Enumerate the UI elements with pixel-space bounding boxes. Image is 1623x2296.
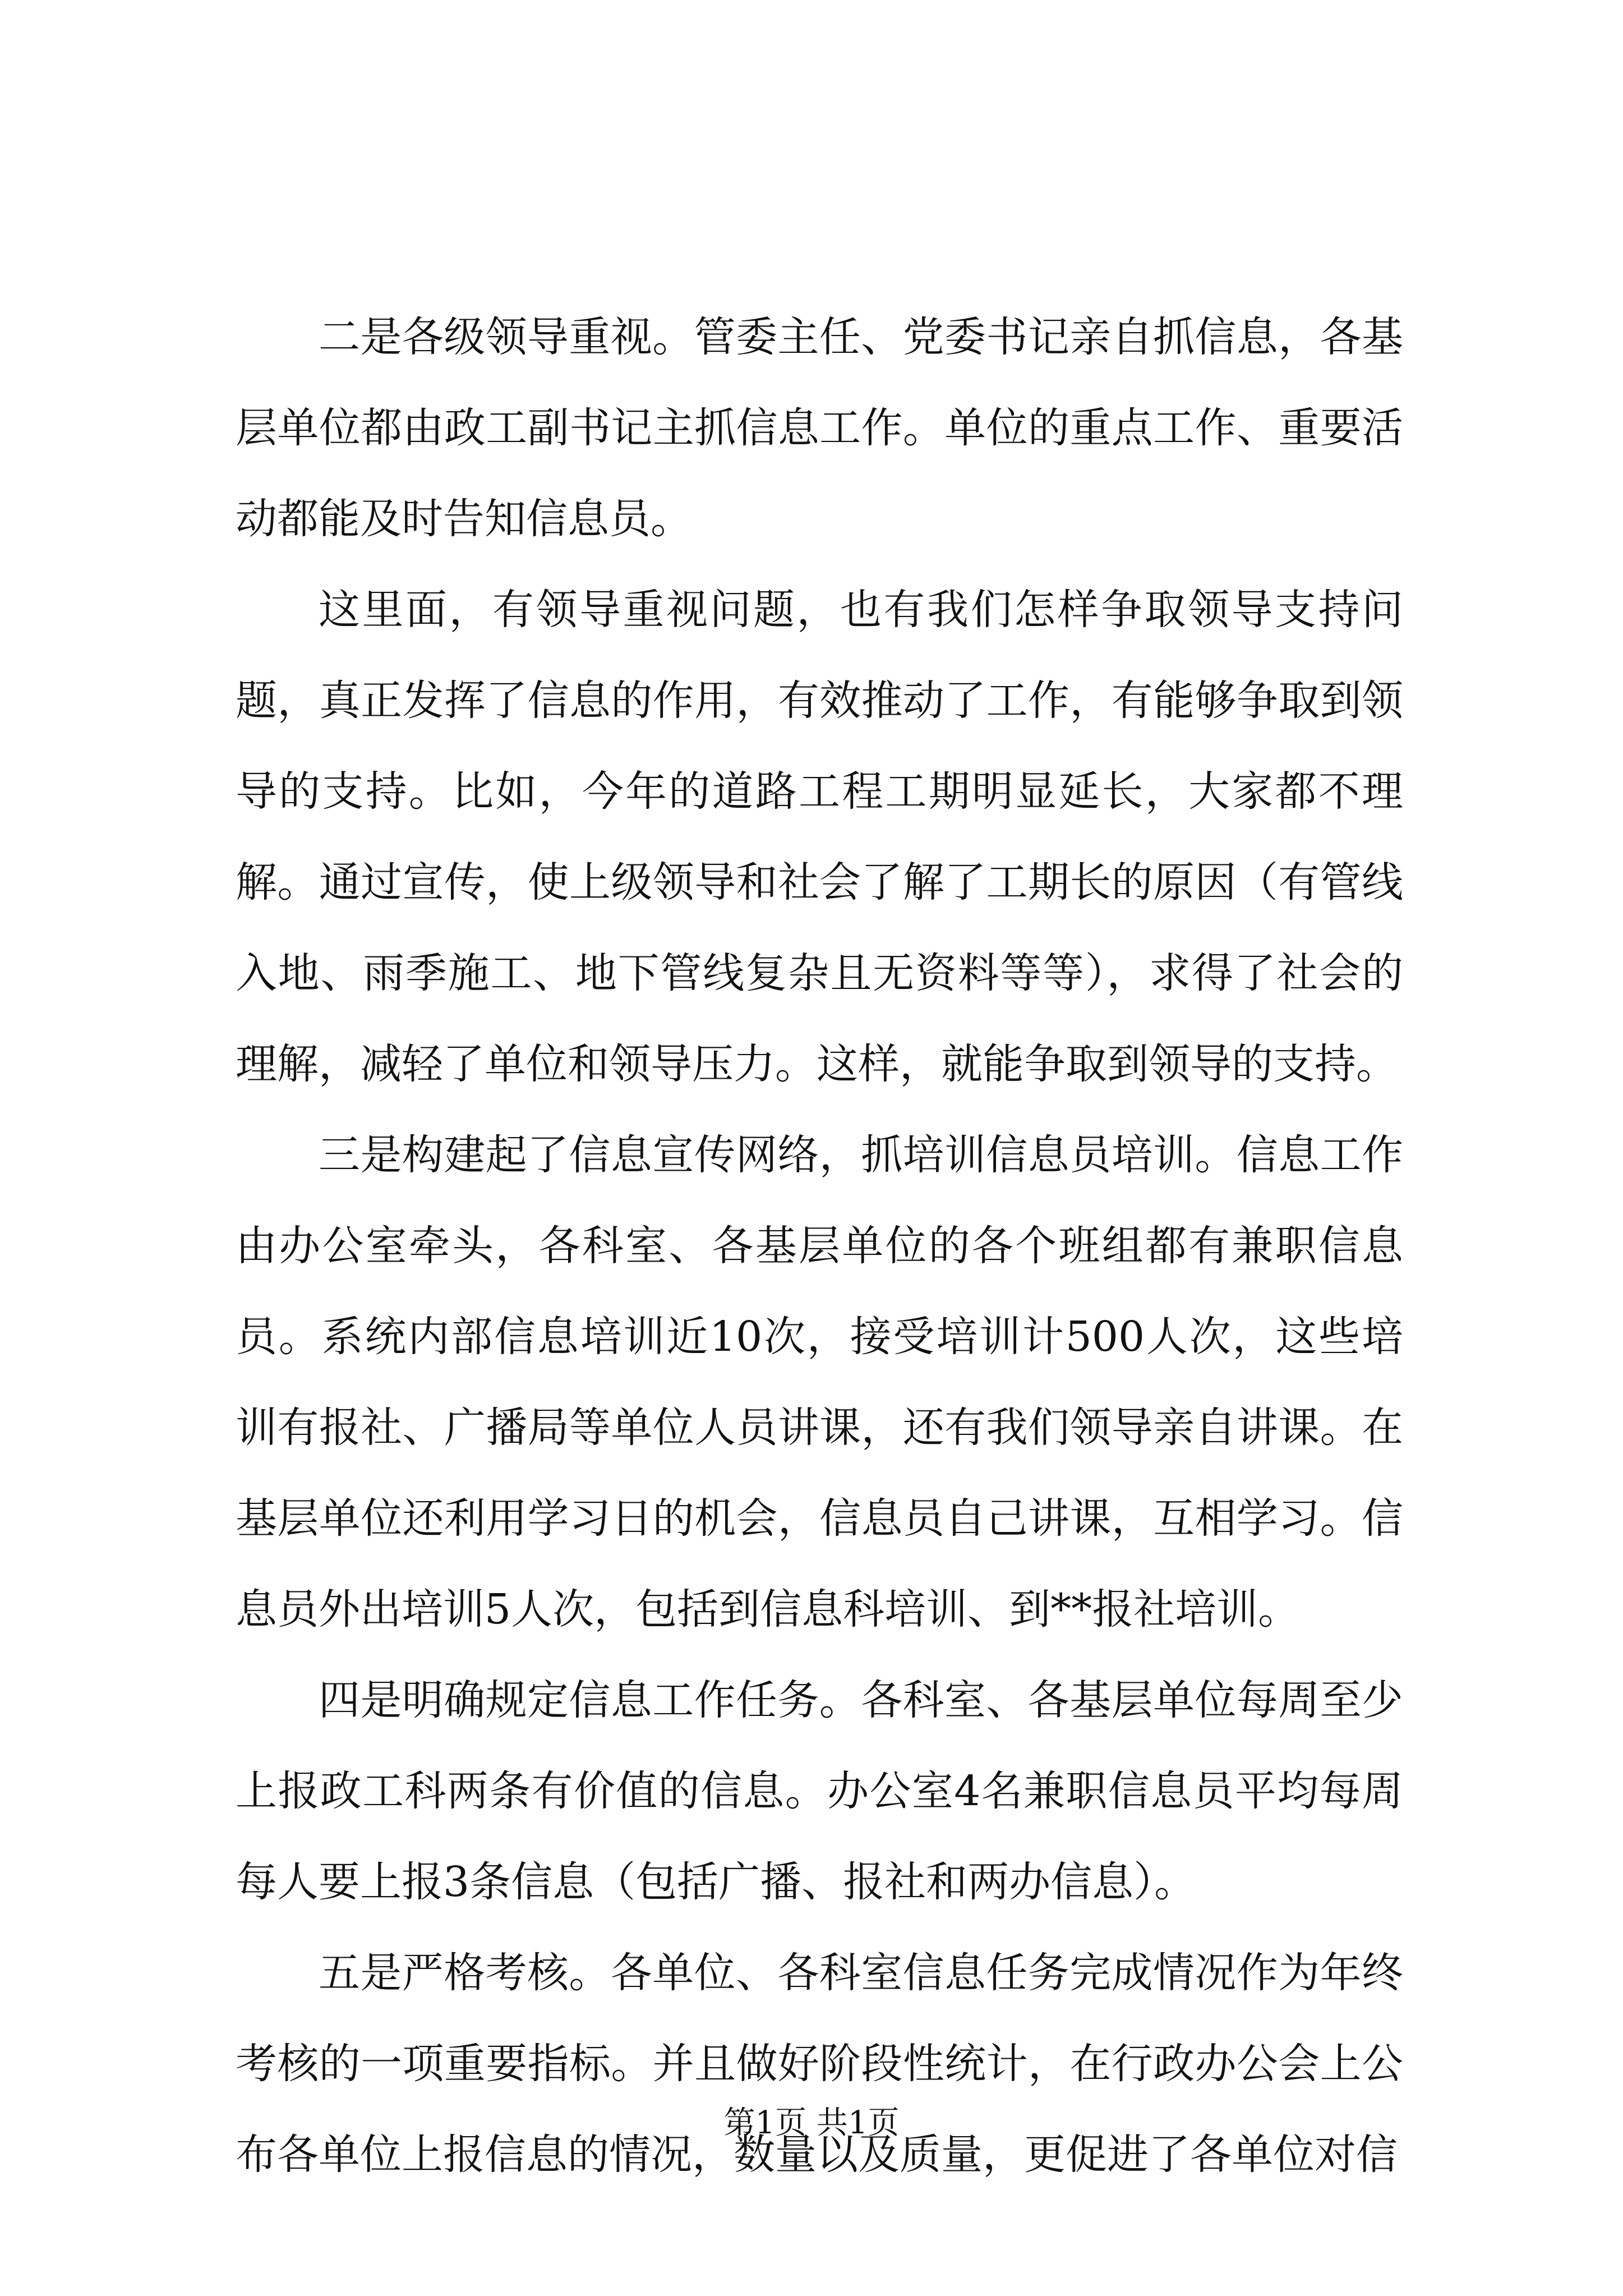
paragraph-1: 二是各级领导重视。管委主任、党委书记亲自抓信息，各基层单位都由政工副书记主抓信息工作。单位的重点工作、重要活动都能及时告知信息员。	[236, 313, 1403, 543]
paragraph-5: 五是严格考核。各单位、各科室信息任务完成情况作为年终考核的一项重要指标。并且做好阶段性统计，在行政办公会上公布各单位上报信息的情况，数量以及质量，更促进了各单位对信	[236, 1949, 1403, 2179]
page-footer: 第1页 共1页	[723, 2105, 900, 2141]
paragraph-3: 三是构建起了信息宣传网络，抓培训信息员培训。信息工作由办公室牵头，各科室、各基层单位的各个班组都有兼职信息员。系统内部信息培训近10次，接受培训计500人次，这些培训有报社、广播局等单位人员讲课，还有我们领导亲自讲课。在基层单位还利用学习日的机会，信息员自己讲课，互相学习。信息员外出培训5人次，包括到信息科培训、到**报社培训。	[236, 1131, 1403, 1634]
paragraph-2: 这里面，有领导重视问题，也有我们怎样争取领导支持问题，真正发挥了信息的作用，有效推动了工作，有能够争取到领导的支持。比如，今年的道路工程工期明显延长，大家都不理解。通过宣传，使上级领导和社会了解了工期长的原因（有管线入地、雨季施工、地下管线复杂且无资料等等），求得了社会的理解，减轻了单位和领导压力。这样，就能争取到领导的支持。	[236, 586, 1403, 1088]
paragraph-4: 四是明确规定信息工作任务。各科室、各基层单位每周至少上报政工科两条有价值的信息。办公室4名兼职信息员平均每周每人要上报3条信息（包括广播、报社和两办信息）。	[236, 1676, 1403, 1906]
